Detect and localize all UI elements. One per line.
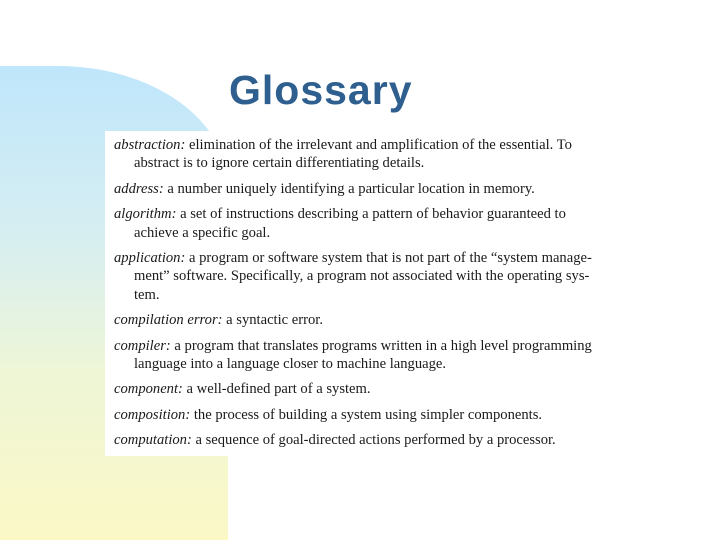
glossary-term: algorithm: bbox=[114, 206, 177, 223]
glossary-definition-line: elimination of the irrelevant and amplification of the essential. To bbox=[185, 137, 572, 153]
glossary-definition-line: a program or software system that is not part of the “system manage- bbox=[185, 250, 592, 267]
glossary-term: compiler: bbox=[114, 337, 171, 354]
glossary-definition-line: ment” software. Specifically, a program not associated with the operating sys- bbox=[134, 268, 590, 285]
glossary-definition-line: achieve a specific goal. bbox=[134, 224, 271, 241]
glossary-entry-application bbox=[114, 249, 703, 304]
glossary-term: computation: bbox=[114, 432, 192, 449]
glossary-entry-component bbox=[114, 380, 703, 398]
glossary-entry-address bbox=[114, 180, 703, 198]
glossary-definition-line: the process of building a system using simpler components. bbox=[190, 406, 543, 423]
slide-title: Glossary bbox=[229, 67, 413, 113]
glossary-entry-computation bbox=[114, 431, 703, 449]
glossary-definition-line: a set of instructions describing a pattern of behavior guaranteed to bbox=[176, 206, 566, 223]
glossary-list bbox=[105, 131, 707, 456]
glossary-definition-line: a well-defined part of a system. bbox=[182, 381, 371, 398]
glossary-definition-line: a sequence of goal-directed actions performed by a processor. bbox=[191, 432, 556, 449]
glossary-definition-line: language into a language closer to machine language. bbox=[134, 356, 447, 373]
glossary-entry-composition bbox=[114, 406, 703, 424]
glossary-term: composition: bbox=[114, 406, 191, 423]
glossary-term: address: bbox=[114, 180, 164, 197]
glossary-entry-compilation-error bbox=[114, 311, 703, 329]
glossary-term: application: bbox=[114, 250, 186, 267]
glossary-definition-line: abstract is to ignore certain differentiating details. bbox=[134, 155, 425, 172]
glossary-term: compilation error: bbox=[114, 312, 223, 329]
glossary-term: abstraction: bbox=[114, 137, 186, 153]
glossary-entry-abstraction bbox=[114, 136, 703, 173]
glossary-entry-algorithm bbox=[114, 205, 703, 242]
glossary-term: component: bbox=[114, 381, 183, 398]
glossary-definition-line: a program that translates programs written in a high level programming bbox=[170, 337, 592, 354]
glossary-definition-line: tem. bbox=[134, 286, 160, 303]
glossary-entry-compiler bbox=[114, 337, 703, 374]
glossary-definition-line: a syntactic error. bbox=[222, 312, 323, 329]
glossary-definition-line: a number uniquely identifying a particular location in memory. bbox=[163, 180, 535, 197]
